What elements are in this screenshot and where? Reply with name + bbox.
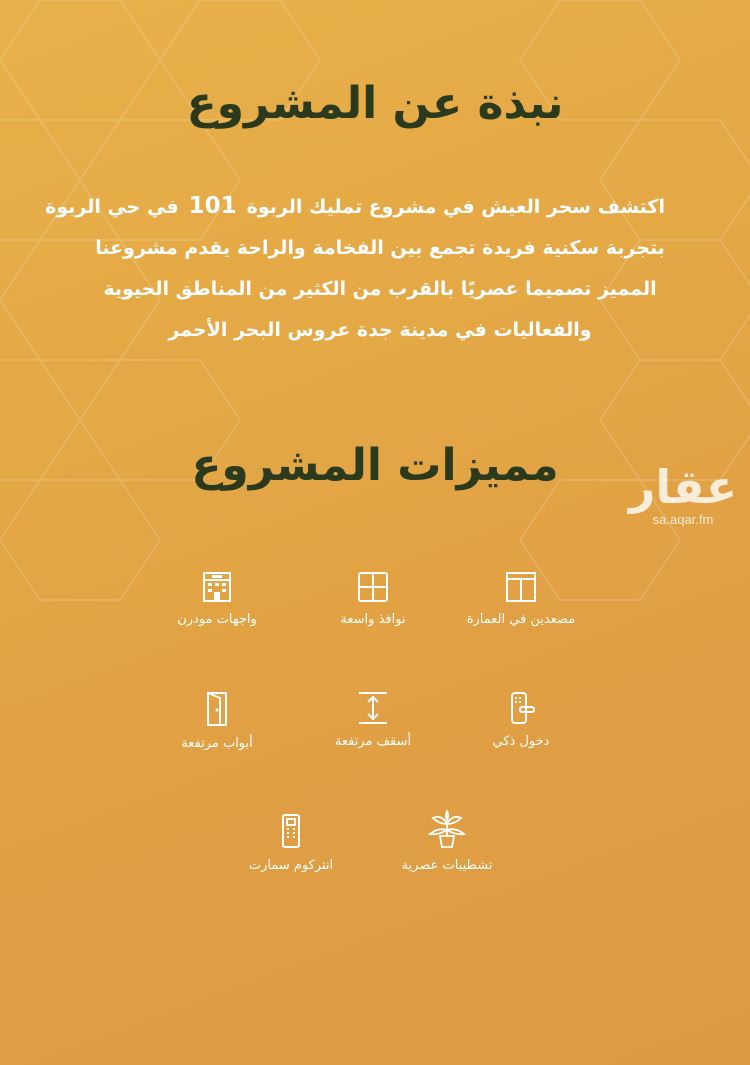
window-icon xyxy=(356,570,390,604)
feature-label: أبواب مرتفعة xyxy=(181,736,253,751)
project-number: 101 xyxy=(188,193,237,219)
feature-high-ceilings xyxy=(288,690,458,749)
smart-lock-icon xyxy=(504,690,538,726)
feature-high-doors xyxy=(132,690,302,751)
about-line-1-start: اكتشف سحر العيش في مشروع تمليك الربوة xyxy=(246,196,665,218)
elevator-icon xyxy=(504,570,538,604)
feature-smart-entry xyxy=(436,690,606,749)
features-section-title: مميزات المشروع xyxy=(191,440,559,491)
about-line-2: بتجربة سكنية فريدة تجمع بين الفخامة والراحة يقدم مشروعنا xyxy=(95,237,665,259)
about-line-4: والفعاليات في مدينة جدة عروس البحر الأحمر xyxy=(168,319,592,341)
feature-label: دخول ذكي xyxy=(492,734,550,749)
feature-modern-finishes xyxy=(362,810,532,873)
feature-label: انتركوم سمارت xyxy=(248,858,334,873)
feature-label: تشطيبات عصرية xyxy=(401,858,493,873)
feature-elevators xyxy=(436,570,606,627)
aqar-logo: عقار xyxy=(628,460,738,514)
high-ceiling-icon xyxy=(356,690,390,726)
feature-label: مصعدين في العمارة xyxy=(466,612,576,627)
plant-icon xyxy=(425,810,469,850)
intercom-icon xyxy=(274,812,308,850)
building-facade-icon xyxy=(200,570,234,604)
about-description xyxy=(45,186,665,351)
aqar-watermark xyxy=(628,462,738,528)
about-line-3: المميز تصميما عصريًا بالقرب من الكثير من المناطق الحيوية xyxy=(103,278,657,300)
door-icon xyxy=(200,690,234,728)
aqar-url: sa.aqar.fm xyxy=(652,512,714,527)
feature-label: أسقف مرتفعة xyxy=(334,734,412,749)
feature-label: نوافذ واسعة xyxy=(340,612,406,627)
about-line-1 xyxy=(45,186,665,228)
feature-modern-facades xyxy=(132,570,302,627)
feature-smart-intercom xyxy=(206,812,376,873)
feature-wide-windows xyxy=(288,570,458,627)
about-section-title: نبذة عن المشروع xyxy=(186,78,564,129)
about-line-1-end: في حي الربوة xyxy=(45,196,179,218)
feature-label: واجهات مودرن xyxy=(177,612,257,627)
